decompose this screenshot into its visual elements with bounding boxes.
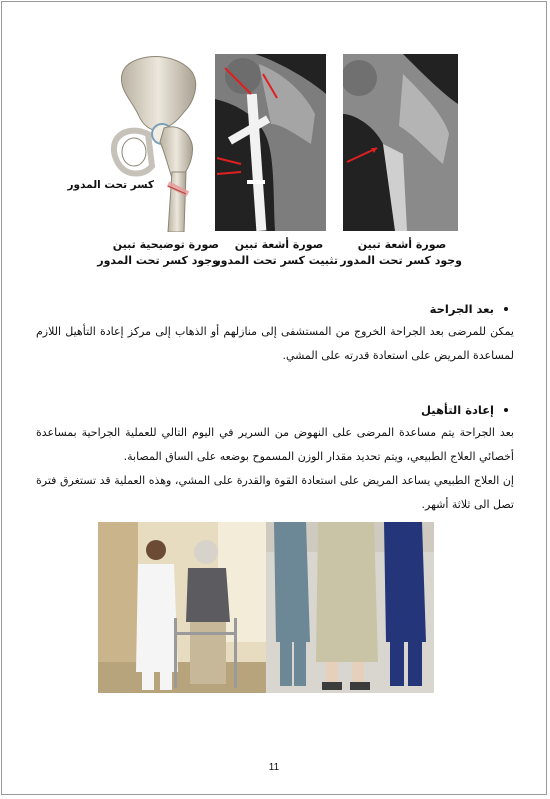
- xray-fracture-image: [343, 54, 458, 231]
- document-page: [1, 1, 547, 795]
- paragraph: يمكن للمرضى بعد الجراحة الخروج من المستشفى إلى منازلهم أو الذهاب إلى مركز إعادة التأهيل اللازم لمساعدة المريض على استعادة قدرته على المشي.: [36, 325, 514, 362]
- paragraph: بعد الجراحة يتم مساعدة المرضى على النهوض من السرير في اليوم التالي للعملية الجراحية بمساعدة أخصائي العلاج الطبيعي، ويتم تحديد مقدار الوزن المسموح بوضعه على الساق المصابة.: [36, 426, 514, 463]
- caption-line: صورة أشعة تبين: [357, 238, 447, 251]
- bullet-icon: [504, 408, 508, 412]
- caption-line: تثبيت كسر تحت المدور: [214, 254, 338, 267]
- figure-caption: [97, 237, 219, 269]
- caption-line: صورة توضيحية تبين: [112, 238, 219, 251]
- rehab-photo-walker: [98, 522, 266, 693]
- section-heading-text: بعد الجراحة: [429, 302, 494, 316]
- figure-caption: [342, 237, 462, 269]
- caption-line: وجود كسر تحت المدور: [340, 254, 462, 267]
- section-heading: [430, 302, 508, 316]
- fracture-label: كسر تحت المدور: [67, 179, 154, 191]
- page-number: 11: [268, 762, 280, 773]
- caption-line: وجود كسر تحت المدور: [97, 254, 219, 267]
- femur-illustration: [102, 54, 202, 232]
- caption-line: صورة أشعة تبين: [234, 238, 324, 251]
- section-heading-text: إعادة التأهيل: [420, 403, 494, 417]
- paragraph: إن العلاج الطبيعي يساعد المريض على استعادة القوة والقدرة على المشي، وهذه العملية قد تستغرق فترة تصل الى ثلاثة أشهر.: [36, 474, 514, 511]
- rehab-photo-assisted-walk: [266, 522, 434, 693]
- xray-fixation-image: [215, 54, 326, 231]
- section-heading: [421, 403, 508, 417]
- figure-caption: [214, 237, 338, 269]
- bullet-icon: [504, 307, 508, 311]
